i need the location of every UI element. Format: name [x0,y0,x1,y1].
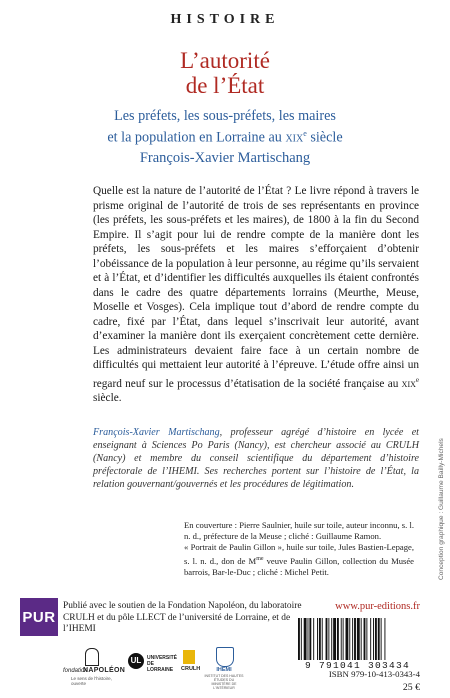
cover-credit-1: En couverture : Pierre Saulnier, huile sur toile, auteur inconnu, s. l. n. d., préfecture de la Meuse ; cliché : Guillaume Ramon. [184,520,414,542]
subtitle-line-1: Les préfets, les sous-préfets, les maires [114,108,336,124]
cover-credit-2-sup: me [256,555,264,562]
crulh-mark-icon [183,650,195,664]
title-line-2: de l’État [185,73,265,98]
series-label: HISTOIRE [170,12,280,27]
fondation-script: fondation [63,668,88,674]
author-name: François-Xavier Martischang [139,150,311,166]
isbn: ISBN 979-10-413-0343-4 [328,669,420,679]
summary-text: Quelle est la nature de l’autorité de l’État ? Le livre répond à travers le prisme original de l’autorité de trois de ses représentants en province (les préfets, les sous-préfets et les maires), de 1800 à la fin du Second Empire. Il s’agit pour lui de rendre compte de la manière dont les préfets, les sous-préfets et les maires s’efforçaient d’obtenir l’obéissance de la population à leur personne, au régime qu’ils servaient et à l’État, et d’identifier les difficultés auxquelles ils étaient confrontés dans le cadre des quatre départements lorrains (Meurthe, Meuse, Moselle et Vosges). Cela implique tout d’abord de rendre compte du cadre, fixé par l’État, dans lequel s’inscrivait leur autorité, avant d’examiner la manière dont ils exerçaient concrètement cette dernière. Les administrateurs devaient faire face à un certain nombre de difficultés qui mettaient leur autorité à l’épreuve. L’étude offre ainsi un regard neuf sur le processus d’étatisation de la société française au [93,185,419,390]
book-subtitle [70,108,380,147]
cover-credit-2-start: « Portrait de Paulin Gillon », huile sur toile, Jules Bastien-Lepage, s. l. n. d., don de M [184,542,414,566]
subtitle-line-2-end: siècle [306,129,343,146]
ul-line-2: DE LORRAINE [147,661,174,673]
cover-credit-2-end: veuve Paulin Gillon, collection du Musée barrois, Bar-le-Duc ; cliché : Michel Petit. [184,555,414,577]
support-text: Publié avec le soutien de la Fondation Napoléon, du laboratoire CRULH et du pôle LLECT de l’université de Lorraine, et de l’IHEMI [63,601,302,634]
summary-century: xix [401,377,416,390]
design-credit-text: Conception graphique : Guillaume Bailly-Michels [438,438,445,580]
pur-logo: PUR [20,598,58,636]
napoleon-hat-icon [85,648,99,666]
barcode-icon [296,618,421,660]
subtitle-line-2-start: et la population en Lorraine au [107,129,286,146]
bio-text: , professeur agrégé d’histoire en lycée et enseignant à Sciences Po Paris (Nancy), est chercheur associé au CRULH (Nancy) et membre du conseil scientifique du département d’histoire préfectorale de l’IHEMI. Ses recherches portent sur l’histoire de l’État, la relation gouvernant/gouvernés et les procédures de légitimation. [93,427,419,490]
crulh-text: CRULH [181,666,201,672]
ul-text [147,655,177,673]
title-line-1: L’autorité [180,48,270,73]
subtitle-century-sup: e [303,129,307,138]
ihemi-emblem-icon [216,647,234,667]
price: 25 € [402,682,420,693]
publisher-website[interactable]: www.pur-editions.fr [335,601,420,612]
cover-credit-2 [170,542,414,577]
crulh-logo [181,650,201,674]
book-title [0,48,450,98]
subtitle-line-2 [70,125,380,147]
cover-credits [170,520,414,578]
fondation-name: NAPOLÉON [83,667,126,674]
ihemi-tagline: INSTITUT DES HAUTES ÉTUDES DU MINISTÈRE DE L'INTÉRIEUR [204,674,244,690]
ihemi-text: IHEMI [216,667,232,673]
fondation-tagline: Le sens de l'histoire, ouverte [71,676,112,686]
bio-author-name: François-Xavier Martischang [93,427,220,438]
ihemi-logo [204,647,244,690]
barcode-digits: 9 791041 303434 [304,660,410,671]
fondation-napoleon-logo [63,648,126,686]
ul-mark: UL [128,653,144,669]
summary-end: siècle. [93,391,122,404]
summary-paragraph [93,184,419,405]
author-bio [93,426,419,491]
subtitle-century: xix [285,129,304,146]
summary-century-sup: e [415,375,419,384]
ul-line-1: UNIVERSITÉ [147,655,178,661]
universite-lorraine-logo [128,653,178,673]
